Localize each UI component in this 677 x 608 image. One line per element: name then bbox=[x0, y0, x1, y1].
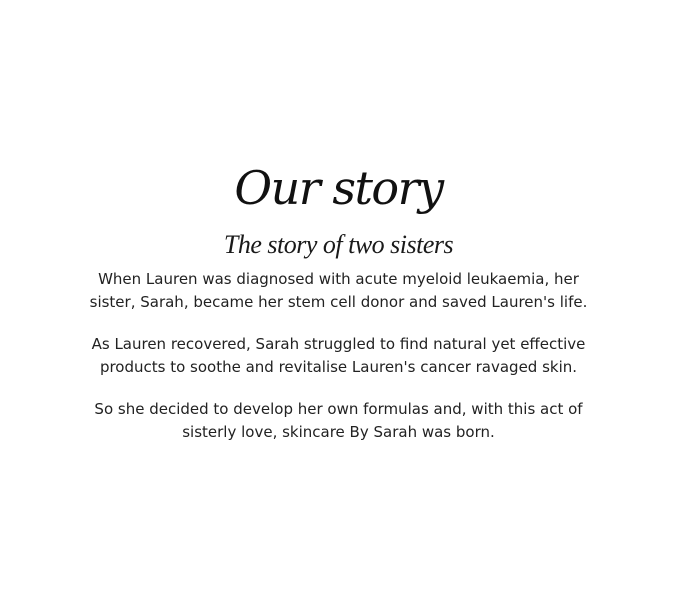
section-title: Our story bbox=[234, 161, 443, 215]
our-story-section bbox=[0, 156, 677, 444]
story-paragraph-1: When Lauren was diagnosed with acute myeloid leukaemia, her sister, Sarah, became her stem cell donor and saved Lauren's life. bbox=[89, 270, 588, 311]
section-subtitle: The story of two sisters bbox=[223, 230, 454, 259]
story-paragraph-2: As Lauren recovered, Sarah struggled to find natural yet effective products to soothe and revitalise Lauren's cancer ravaged skin. bbox=[91, 335, 586, 376]
story-paragraph-3: So she decided to develop her own formulas and, with this act of sisterly love, skincare By Sarah was born. bbox=[94, 400, 583, 441]
